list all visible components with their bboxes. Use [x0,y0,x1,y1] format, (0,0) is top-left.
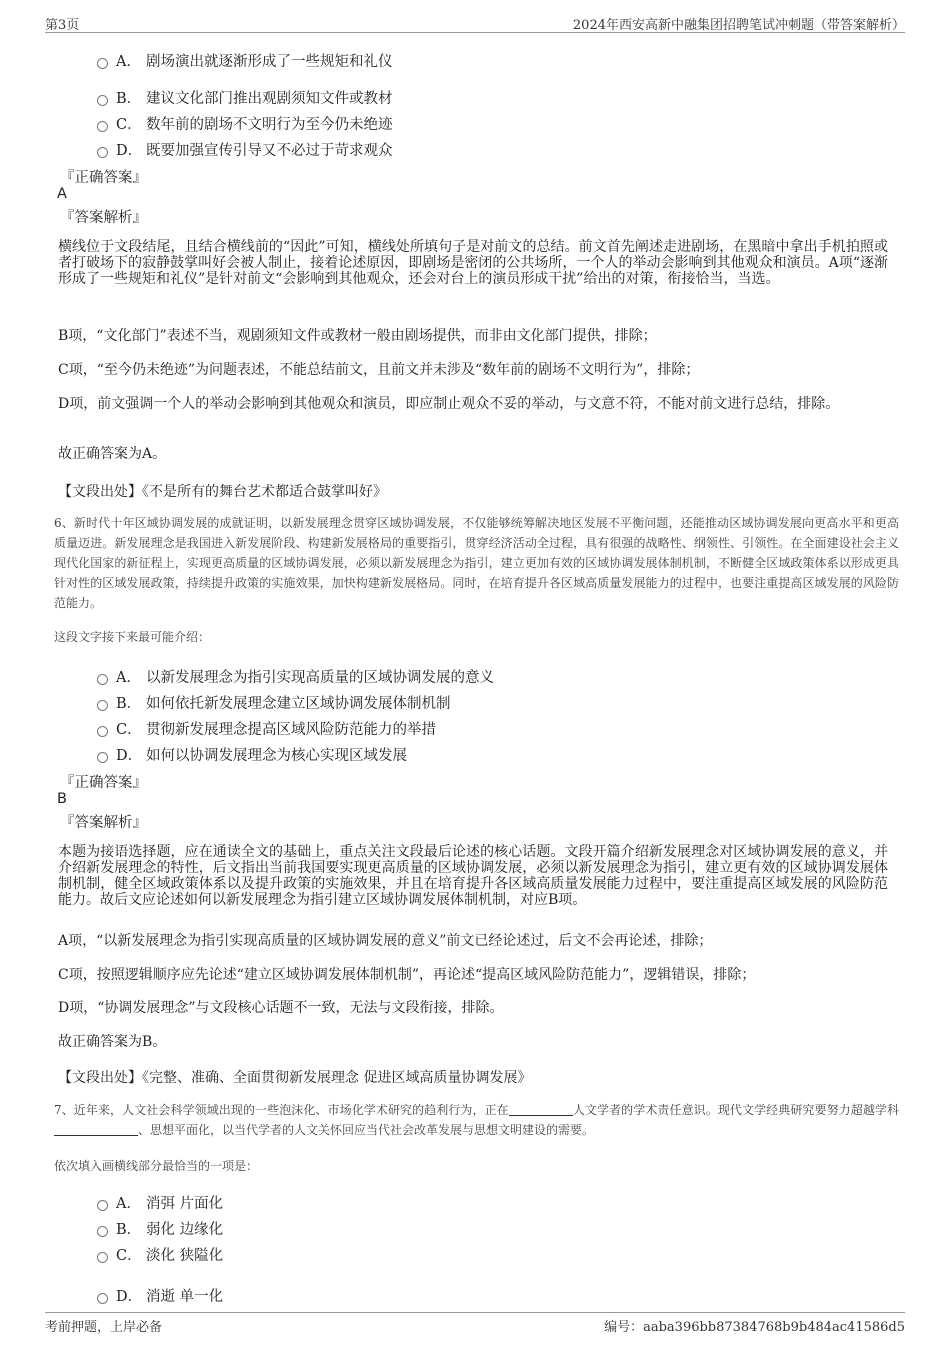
page-header [45,12,905,33]
q5-answer-label: 『正确答案』 [60,170,147,186]
q7-option-a[interactable]: A． 消弭 片面化 [97,1192,223,1213]
q7-prompt: 依次填入画横线部分最恰当的一项是： [54,1159,259,1173]
q6-answer-label: 『正确答案』 [60,775,147,791]
q5-analysis-d: D项，前文强调一个人的举动会影响到其他观众和演员，即应制止观众不妥的举动，与文意不符，不能对前文进行总结，排除。 [58,396,840,412]
q7-question-text: 7、近年来，人文社会科学领域出现的一些泡沫化、市场化学术研究的趋利行为，正在 人文学者的学术责任意识。现代文学经典研究要努力超越学科、思想平面化，以当代学者的人文关怀回应当代社会改革发展与思想文明建设的需要。 [54,1103,899,1137]
q6-analysis-label: 『答案解析』 [60,815,147,831]
q5-option-b[interactable]: B． 建议文化部门推出观剧须知文件或教材 [97,87,393,108]
radio-icon[interactable] [97,1200,108,1211]
q6-source: 【文段出处】《完整、准确、全面贯彻新发展理念 促进区域高质量协调发展》 [58,1070,532,1086]
radio-icon[interactable] [97,1226,108,1237]
footer-slogan: 考前押题，上岸必备 [45,1320,163,1335]
radio-icon[interactable] [97,58,108,69]
q6-option-c[interactable]: C． 贯彻新发展理念提高区域风险防范能力的举措 [97,718,436,739]
fill-blank-1 [509,1103,573,1116]
q6-question-text: 6、新时代十年区域协调发展的成就证明，以新发展理念贯穿区域协调发展，不仅能够统筹解决地区发展不平衡问题，还能推动区域协调发展向更高水平和更高质量迈进。新发展理念是我国进入新发展阶段、构建新发展格局的重要指引，贯穿经济活动全过程，具有很强的战略性、纲领性、引领性。在全面建设社会主义现代化国家的新征程上，实现更高质量的区域协调发展，必须以新发展理念为指引，建立更加有效的区域协调发展体制机制，不断健全区域政策体系以形成更具针对性的区域发展政策，持续提升政策的实施效果，加快构建新发展格局。同时，在培育提升各区域高质量发展能力的过程中，也要注重提高区域发展的风险防范能力。 [54,516,899,610]
radio-icon[interactable] [97,147,108,158]
radio-icon[interactable] [97,1252,108,1263]
q7-option-d[interactable]: D． 消逝 单一化 [97,1285,223,1306]
radio-icon[interactable] [97,752,108,763]
q5-analysis-label: 『答案解析』 [60,210,147,226]
page-footer [45,1312,905,1335]
radio-icon[interactable] [97,95,108,106]
radio-icon[interactable] [97,1293,108,1304]
radio-icon[interactable] [97,700,108,711]
q6-conclusion: 故正确答案为B。 [58,1034,167,1050]
radio-icon[interactable] [97,674,108,685]
q6-analysis-d: D项，“协调发展理念”与文段核心话题不一致，无法与文段衔接，排除。 [58,1000,504,1016]
q5-source: 【文段出处】《不是所有的舞台艺术都适合鼓掌叫好》 [58,484,387,500]
radio-icon[interactable] [97,726,108,737]
q5-conclusion: 故正确答案为A。 [58,446,167,462]
q6-analysis-main: 本题为接语选择题，应在通读全文的基础上，重点关注文段最后论述的核心话题。文段开篇介绍新发展理念对区域协调发展的意义，并介绍新发展理念的特性，后文指出当前我国要实现更高质量的区域协调发展，必须以新发展理念为指引，建立更有效的区域协调发展体制机制，健全区域政策体系以及提升政策的实施效果，并且在培育提升各区域高质量发展能力过程中，要注重提高区域发展的风险防范能力。故后文应论述如何以新发展理念为指引建立区域协调发展体制机制，对应B项。 [58,844,888,908]
q5-option-a[interactable]: A． 剧场演出就逐渐形成了一些规矩和礼仪 [97,50,393,71]
q7-option-c[interactable]: C． 淡化 狭隘化 [97,1244,223,1265]
q6-prompt: 这段文字接下来最可能介绍： [54,630,211,644]
document-title: 2024年西安高新中融集团招聘笔试冲刺题（带答案解析） [572,18,905,33]
q6-analysis-a: A项，“以新发展理念为指引实现高质量的区域协调发展的意义”前文已经论述过，后文不会再论述，排除； [58,933,713,949]
q6-option-d[interactable]: D． 如何以协调发展理念为核心实现区域发展 [97,744,407,765]
q5-option-c[interactable]: C． 数年前的剧场不文明行为至今仍未绝迹 [97,113,393,134]
q5-analysis-b: B项，“文化部门”表述不当，观剧须知文件或教材一般由剧场提供，而非由文化部门提供，排除； [58,328,657,344]
page-number: 第3页 [45,18,80,33]
q6-option-b[interactable]: B． 如何依托新发展理念建立区域协调发展体制机制 [97,692,451,713]
q5-option-d[interactable]: D． 既要加强宣传引导又不必过于苛求观众 [97,139,393,160]
radio-icon[interactable] [97,121,108,132]
document-id: 编号：aaba396bb87384768b9b484ac41586d5 [604,1320,905,1335]
q5-analysis-main: 横线位于文段结尾，且结合横线前的“因此”可知，横线处所填句子是对前文的总结。前文首先阐述走进剧场，在黑暗中拿出手机拍照或者打破场下的寂静鼓掌叫好会被人制止，接着论述原因，即剧场是密闭的公共场所，一个人的举动会影响到其他观众和演员。A项“逐渐形成了一些规矩和礼仪”是针对前文“会影响到其他观众，还会对台上的演员形成干扰”给出的对策，衔接恰当，当选。 [58,239,888,287]
q6-analysis-c: C项，按照逻辑顺序应先论述“建立区域协调发展体制机制”，再论述“提高区域风险防范能力”，逻辑错误，排除； [58,967,756,983]
q6-answer: B [57,791,67,807]
q7-option-b[interactable]: B． 弱化 边缘化 [97,1218,223,1239]
q5-analysis-c: C项，“至今仍未绝迹”为问题表述，不能总结前文，且前文并未涉及“数年前的剧场不文明行为”，排除； [58,362,700,378]
fill-blank-2 [54,1123,138,1136]
q5-answer: A [57,186,67,202]
q6-option-a[interactable]: A． 以新发展理念为指引实现高质量的区域协调发展的意义 [97,666,494,687]
